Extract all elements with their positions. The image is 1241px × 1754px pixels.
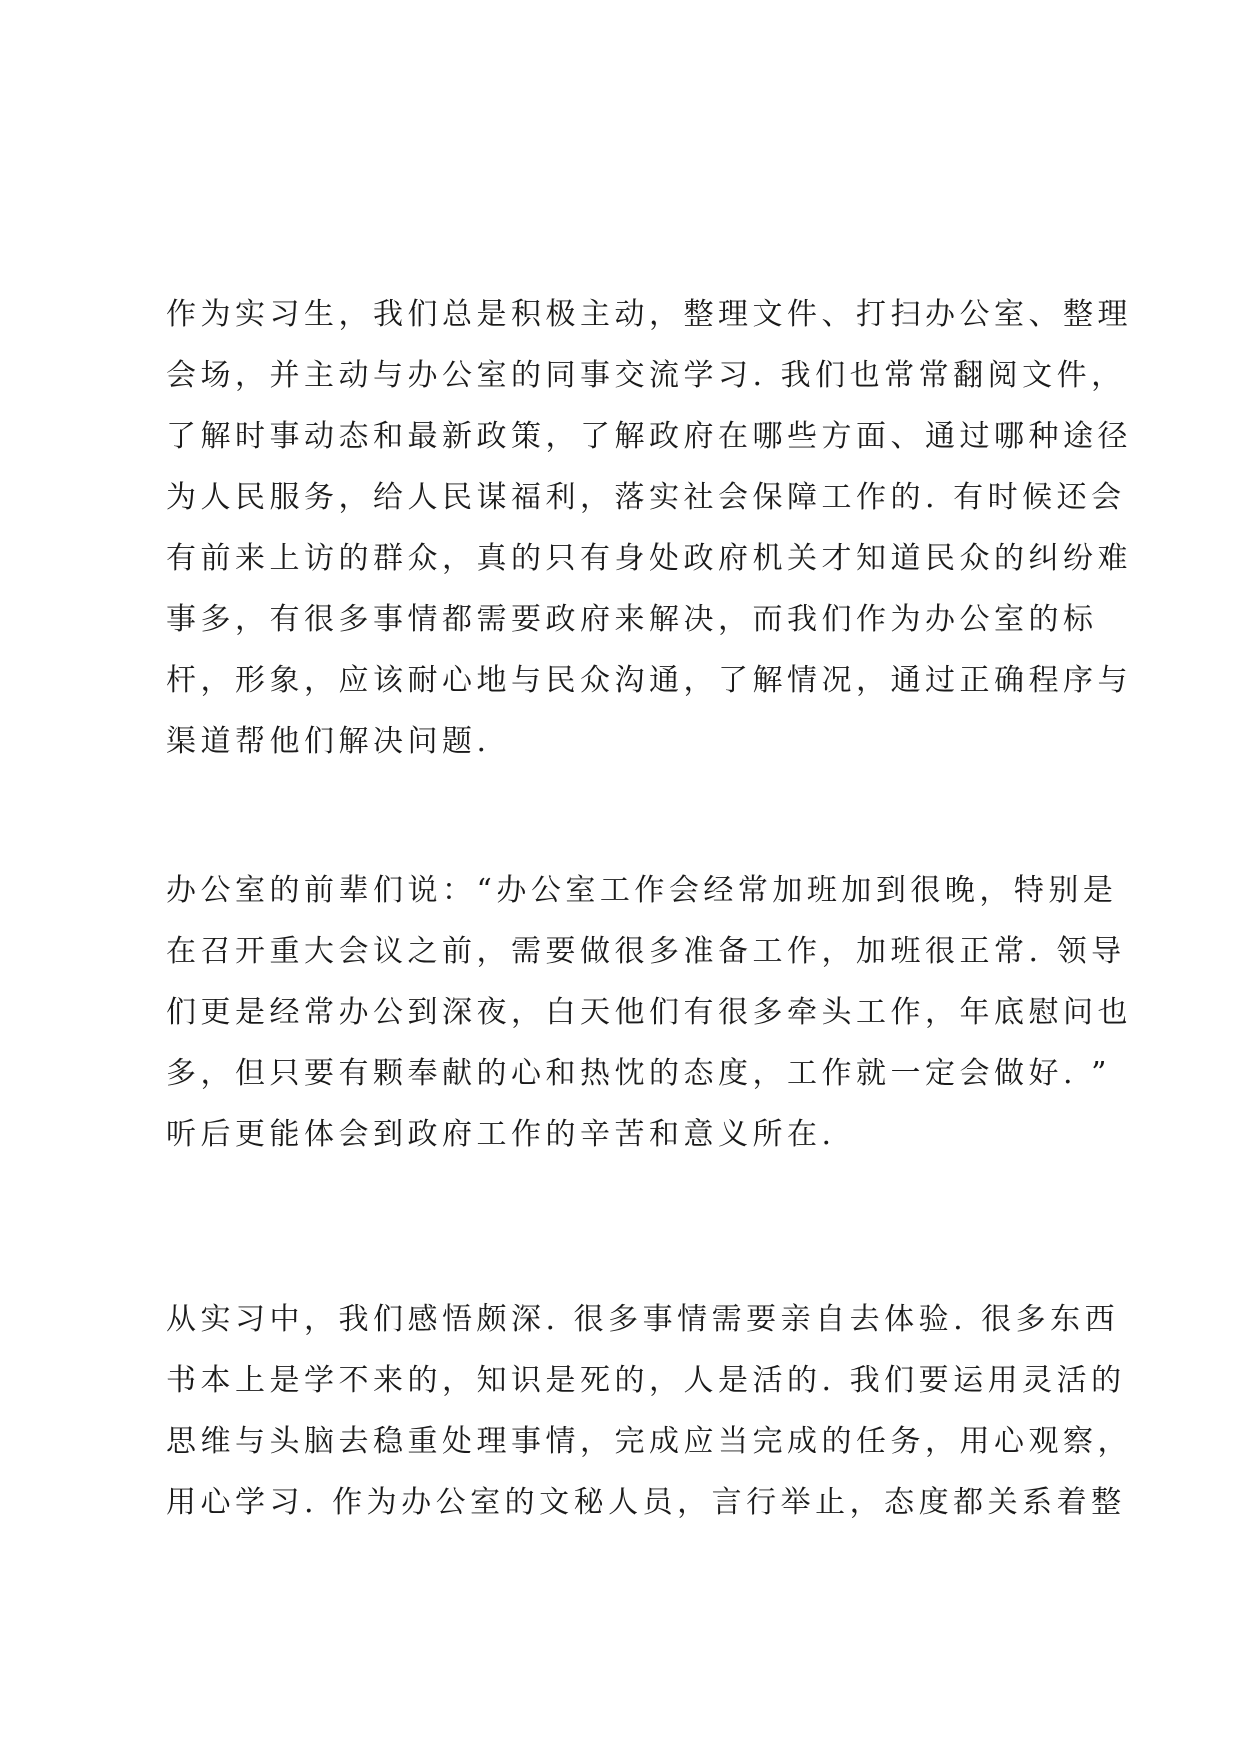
text-line: 杆，形象，应该耐心地与民众沟通，了解情况，通过正确程序与 xyxy=(166,663,1132,698)
text-line: 为人民服务，给人民谋福利，落实社会保障工作的. 有时候还会 xyxy=(166,480,1126,515)
text-line: 们更是经常办公到深夜，白天他们有很多牵头工作，年底慰问也 xyxy=(166,995,1132,1030)
text-line: 作为实习生，我们总是积极主动，整理文件、打扫办公室、整理 xyxy=(166,297,1132,332)
text-line: 有前来上访的群众，真的只有身处政府机关才知道民众的纠纷难 xyxy=(166,541,1132,576)
text-line: 多，但只要有颗奉献的心和热忱的态度，工作就一定会做好. ” xyxy=(166,1056,1111,1091)
paragraph-internship-reflection xyxy=(166,1289,1132,1533)
text-line: 用心学习. 作为办公室的文秘人员，言行举止，态度都关系着整 xyxy=(166,1485,1126,1520)
text-line: 思维与头脑去稳重处理事情，完成应当完成的任务，用心观察， xyxy=(166,1424,1132,1459)
text-line: 了解时事动态和最新政策，了解政府在哪些方面、通过哪种途径 xyxy=(166,419,1132,454)
paragraph-internship-duties xyxy=(166,284,1132,772)
text-line: 办公室的前辈们说：“办公室工作会经常加班加到很晚，特别是 xyxy=(166,873,1118,908)
text-line: 渠道帮他们解决问题. xyxy=(166,724,491,759)
text-line: 听后更能体会到政府工作的辛苦和意义所在. xyxy=(166,1117,836,1152)
text-line: 书本上是学不来的，知识是死的，人是活的. 我们要运用灵活的 xyxy=(166,1363,1126,1398)
text-line: 从实习中，我们感悟颇深. 很多事情需要亲自去体验. 很多东西 xyxy=(166,1302,1120,1337)
paragraph-senior-colleagues-quote xyxy=(166,860,1132,1165)
text-line: 会场，并主动与办公室的同事交流学习. 我们也常常翻阅文件， xyxy=(166,358,1126,393)
text-line: 在召开重大会议之前，需要做很多准备工作，加班很正常. 领导 xyxy=(166,934,1126,969)
text-line: 事多，有很多事情都需要政府来解决，而我们作为办公室的标 xyxy=(166,602,1098,637)
